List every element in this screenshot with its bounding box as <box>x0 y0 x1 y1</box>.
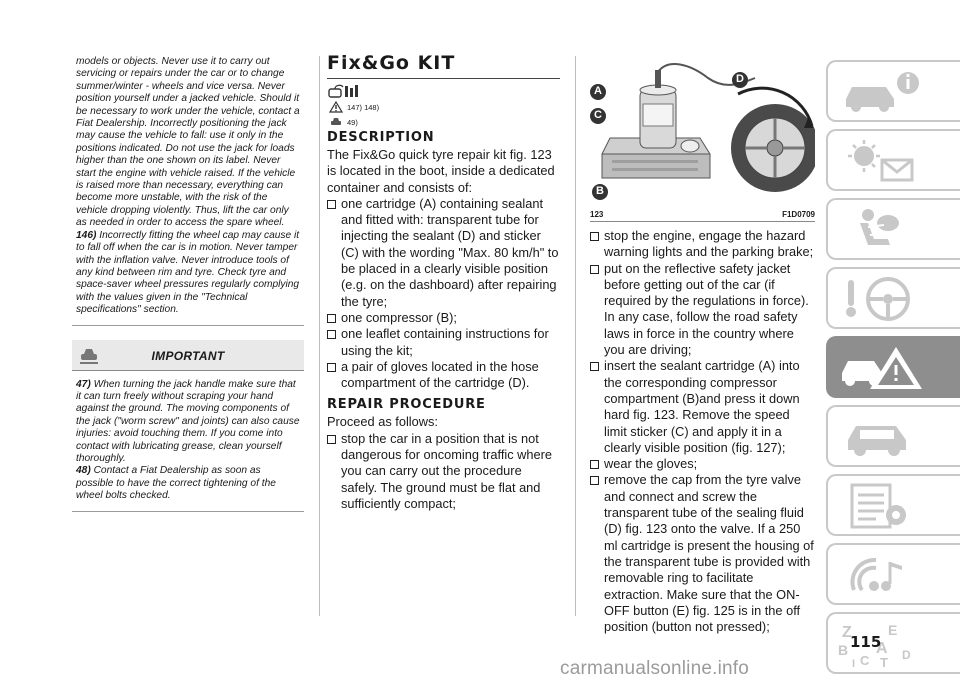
tab-dashboard-lights[interactable] <box>826 129 960 191</box>
index-letter-d: D <box>902 648 911 662</box>
technical-data-icon <box>838 481 928 531</box>
important-48-number: 48) <box>76 465 91 477</box>
tab-steering[interactable] <box>826 267 960 329</box>
watermark: carmanualsonline.info <box>560 658 750 679</box>
checkbox-bullet-icon <box>327 330 336 339</box>
column-divider-2 <box>575 56 576 616</box>
description-intro: The Fix&Go quick tyre repair kit fig. 123 is located in the boot, inside a dedicated container and consists of: <box>327 147 555 195</box>
repair-heading: REPAIR PROCEDURE <box>327 397 486 413</box>
label-a: A <box>594 85 602 97</box>
index-letter-i: I <box>852 658 856 669</box>
repair-intro: Proceed as follows: <box>327 414 438 430</box>
middle-column <box>327 52 560 512</box>
checkbox-bullet-icon <box>590 476 599 485</box>
checkbox-bullet-icon <box>590 362 599 371</box>
important-title: IMPORTANT <box>151 348 225 363</box>
important-references: 49) <box>347 118 358 127</box>
right-column <box>590 56 815 635</box>
dashboard-lights-icon <box>838 136 928 186</box>
important-47-text: When turning the jack handle make sure that it can turn freely without scraping your hand against the ground. The moving components of the jack ("worm screw" and joints) can also cause injuries: avoid touching them. If you come into contact with lubricating grease, clean yourself thoroughly. <box>76 378 300 464</box>
index-letter-t: T <box>880 655 888 669</box>
left-column <box>72 56 304 512</box>
warning-box <box>72 56 304 326</box>
index-letter-a: A <box>876 640 888 657</box>
description-item-text: one compressor (B); <box>341 309 457 325</box>
tab-index[interactable] <box>826 612 960 674</box>
car-info-icon <box>838 67 928 117</box>
description-body <box>327 147 560 391</box>
reference-icons <box>327 83 560 127</box>
procedure-item-text: insert the sealant cartridge (A) into the corresponding compressor compartment (B)and press it down hard fig. 123. Remove the speed limit sticker (C) and apply it in a clearly visible position (fig. 127); <box>604 358 800 455</box>
index-letter-z: Z <box>842 624 852 641</box>
warning-references: 147) 148) <box>347 103 380 112</box>
description-item <box>327 326 560 359</box>
warning-146-text: Incorrectly fitting the wheel cap may cause it to fall off when the car is in motion. Never tamper with the inflation valve. Never introduce tools of any kind between rim and tyre. Check tyre and space-saver wheel pressures regularly complying with the values given in the "Technical specifications" section. <box>76 229 300 316</box>
description-item <box>327 359 560 392</box>
procedure-item <box>590 261 815 359</box>
page-number: 115 <box>850 633 882 651</box>
tyre-repair-kit-illustration <box>590 56 815 206</box>
tab-car-info[interactable] <box>826 60 960 122</box>
tab-multimedia[interactable] <box>826 543 960 605</box>
kit-title: Fix&Go KIT <box>327 52 560 79</box>
warning-triangle-icon <box>329 101 343 113</box>
procedure-item <box>590 358 815 456</box>
label-b: B <box>596 185 604 197</box>
description-item-text: a pair of gloves located in the hose compartment of the cartridge (D). <box>341 358 539 391</box>
chapter-tabs <box>826 60 960 681</box>
emergency-warning-icon <box>838 343 928 393</box>
tab-emergency[interactable] <box>826 336 960 398</box>
figure-caption <box>590 206 815 222</box>
index-letter-c: C <box>860 653 870 668</box>
procedure-item-text: remove the cap from the tyre valve and connect and screw the transparent tube of the sealing fluid (D) fig. 123 onto the valve. If a 250 ml cartridge is present the housing of the transparent tube is provided with removable ring to facilitate extraction. Make sure that the ON-OFF button (E) fig. 125 is in the off position (button not pressed); <box>604 472 814 635</box>
important-47-number: 47) <box>76 378 91 390</box>
repair-list <box>327 431 560 512</box>
procedure-item <box>590 456 815 472</box>
label-c: C <box>594 109 602 121</box>
procedure-item-text: stop the engine, engage the hazard warning lights and the parking brake; <box>604 228 814 260</box>
repair-item <box>327 431 560 512</box>
repair-item-text: stop the car in a position that is not dangerous for oncoming traffic where you can carry out the procedure safely. The ground must be flat and sufficiently compact; <box>341 430 553 511</box>
description-list <box>327 196 560 392</box>
tyre-kit-icon <box>327 83 361 99</box>
checkbox-bullet-icon <box>327 363 336 372</box>
car-lift-small-icon <box>329 116 343 127</box>
column-divider-1 <box>319 56 320 616</box>
warning-text: models or objects. Never use it to carry out servicing or repairs under the car or to change summer/winter - wheels and vice versa. Never position yourself under a jacked vehicle. Should it be necessary to work under the vehicle, contact a Fiat Dealership. Incorrectly positioning the jack may cause the vehicle to fall: use it only in the positions indicated. Do not use the jack for loads higher than the one shown on its label. Never start the engine with vehicle raised. If the vehicle is raised more than necessary, everything can become more unstable, with the risk of the vehicle dropping violently. Thus, lift the car only as needed in order to access the spare wheel. <box>76 56 300 229</box>
tab-maintenance[interactable] <box>826 405 960 467</box>
index-letter-e: E <box>888 622 898 638</box>
index-letter-b: B <box>838 642 849 658</box>
procedure-item <box>590 472 815 635</box>
figure-code: F1D0709 <box>782 210 815 219</box>
multimedia-icon <box>838 550 928 600</box>
warning-146-number: 146) <box>76 229 97 241</box>
figure-number: 123 <box>590 210 604 219</box>
warning-146 <box>76 230 300 317</box>
steering-wheel-icon <box>838 274 928 324</box>
seat-airbag-icon <box>838 205 928 255</box>
important-48-text: Contact a Fiat Dealership as soon as possible to have the correct tightening of the wheel bolts checked. <box>76 465 276 502</box>
description-heading: DESCRIPTION <box>327 130 435 145</box>
procedure-item-text: put on the reflective safety jacket before getting out of the car (if required by the regulations in force). In any case, follow the road safety laws in force in the country where you are driving; <box>604 260 809 358</box>
description-item <box>327 310 560 326</box>
procedure-item-text: wear the gloves; <box>604 456 698 472</box>
description-item-text: one leaflet containing instructions for using the kit; <box>341 326 549 358</box>
checkbox-bullet-icon <box>590 460 599 469</box>
procedure-item <box>590 228 815 261</box>
checkbox-bullet-icon <box>590 265 599 274</box>
car-maintenance-icon <box>838 412 928 462</box>
description-item <box>327 196 560 310</box>
checkbox-bullet-icon <box>327 435 336 444</box>
checkbox-bullet-icon <box>327 314 336 323</box>
tab-technical-data[interactable] <box>826 474 960 536</box>
figure-123 <box>590 56 815 206</box>
important-body <box>72 371 304 512</box>
important-48 <box>76 465 300 502</box>
important-header <box>72 340 304 371</box>
tab-seat-airbag[interactable] <box>826 198 960 260</box>
checkbox-bullet-icon <box>590 232 599 241</box>
description-item-text: one cartridge (A) containing sealant and fitted with: transparent tube for injecting the sealant (D) and sticker (C) with the wording "Max. 80 km/h" to be placed in a clearly visible position (e.g. on the dashboard) after repairing the tyre; <box>341 195 559 309</box>
repair-body <box>327 414 560 512</box>
important-47 <box>76 379 300 466</box>
procedure-list <box>590 228 815 635</box>
label-d: D <box>736 73 744 85</box>
checkbox-bullet-icon <box>327 200 336 209</box>
